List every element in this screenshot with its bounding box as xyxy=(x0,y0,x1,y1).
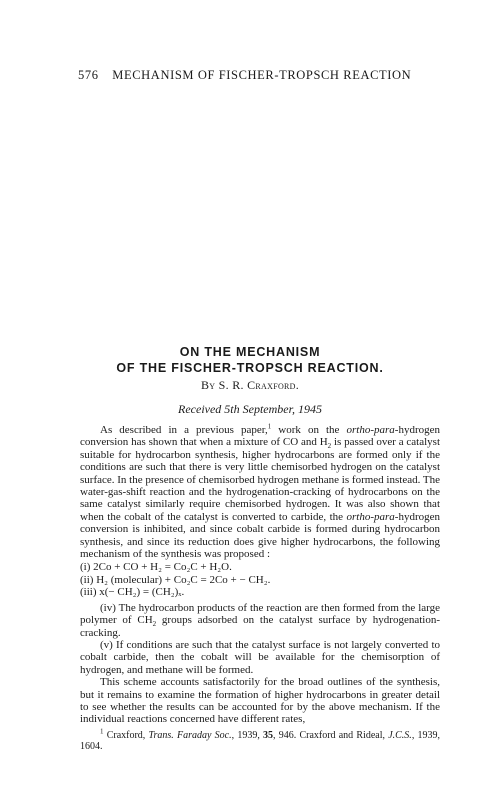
equation-ii xyxy=(80,574,440,586)
text-run: groups adsorbed on the catalyst surface by hydrogenation-cracking. xyxy=(80,614,440,639)
subscript: 2 xyxy=(327,442,332,451)
paragraph-v: (v) If conditions are such that the catalyst surface is not largely converted to cobalt carbide, then the cobalt will be available for the chemisorption of hydrogen, and methane will be formed. xyxy=(80,638,440,676)
byline xyxy=(0,378,500,393)
text-run: (iv) The hydrocarbon products of the reaction are then formed from the large polymer of CH xyxy=(80,601,440,627)
equation-iii xyxy=(80,586,440,598)
running-title: MECHANISM OF FISCHER-TROPSCH REACTION xyxy=(112,68,412,82)
text-run: -hydrogen conversion is inhibited, and since cobalt carbide is formed during hydrocarbon synthesis, and since its reduction does give higher hydrocarbons, the following mechanism of the synthesis was proposed : xyxy=(80,510,440,561)
journal-name: Trans. Faraday Soc. xyxy=(148,729,232,741)
text-run: work on the xyxy=(271,424,347,436)
text-run: , 946. Craxford and Rideal, xyxy=(273,729,389,741)
volume-number: 35 xyxy=(263,729,274,741)
footnote-marker: 1 xyxy=(100,727,104,736)
paragraph-scheme: This scheme accounts satisfactorily for the broad outlines of the synthesis, but it remains to examine the formation of higher hydrocarbons in greater detail to see whether the results can be accounted for by the above mechanism. If the individual reactions concerned have different rates, xyxy=(80,676,440,726)
text-run: As described in a previous paper, xyxy=(100,424,268,436)
subscript: 2 xyxy=(152,620,157,629)
paragraph-intro xyxy=(80,424,440,560)
page-number: 576 xyxy=(78,68,99,82)
equation-label: (i) xyxy=(80,561,91,574)
equation-text: x(− CH₂) = (CH₂)ₓ. xyxy=(99,586,185,599)
article-title xyxy=(0,344,500,376)
author-name: S. R. Craxford. xyxy=(218,378,300,392)
equation-text: 2Co + CO + H₂ = Co₂C + H₂O. xyxy=(93,561,232,574)
byline-prefix: By xyxy=(200,378,216,392)
reference-marker: 1 xyxy=(267,422,272,431)
equation-label: (ii) xyxy=(80,573,94,586)
equation-label: (iii) xyxy=(80,586,97,599)
paragraph-iv xyxy=(80,602,440,639)
text-run: is passed over a catalyst suitable for hydrocarbon synthesis, higher hydrocarbons are formed only if the conditions are such that there is very little chemisorbed hydrogen on the catalyst surface. In the presence of chemisorbed hydrogen methane is formed instead. The water-gas-shift reaction and the hydrogenation-cracking of hydrocarbons on the same catalyst similarly require chemisorbed hydrogen. It was also shown that when the cobalt of the catalyst is converted to carbide, the xyxy=(80,436,440,523)
equation-i xyxy=(80,561,440,573)
received-date: Received 5th September, 1945 xyxy=(178,402,322,416)
journal-name: J.C.S. xyxy=(388,729,412,741)
text-run: -hydrogen conversion has shown that when a mixture of CO and H xyxy=(80,424,440,449)
text-run: , 1939, xyxy=(231,729,264,741)
text-run: , 1939, 1604. xyxy=(80,729,441,753)
equation-text: H₂ (molecular) + Co₂C = 2Co + − CH₂. xyxy=(96,573,271,586)
running-head xyxy=(78,68,478,83)
title-line-1: ON THE MECHANISM xyxy=(179,345,321,359)
text-run: Craxford, xyxy=(103,729,149,741)
italic-term: ortho-para xyxy=(346,510,395,523)
title-line-2: OF THE FISCHER-TROPSCH REACTION. xyxy=(116,361,384,375)
equation-list xyxy=(80,561,440,598)
article-body xyxy=(80,424,440,753)
footnote xyxy=(80,727,441,753)
italic-term: ortho-para xyxy=(346,424,395,436)
